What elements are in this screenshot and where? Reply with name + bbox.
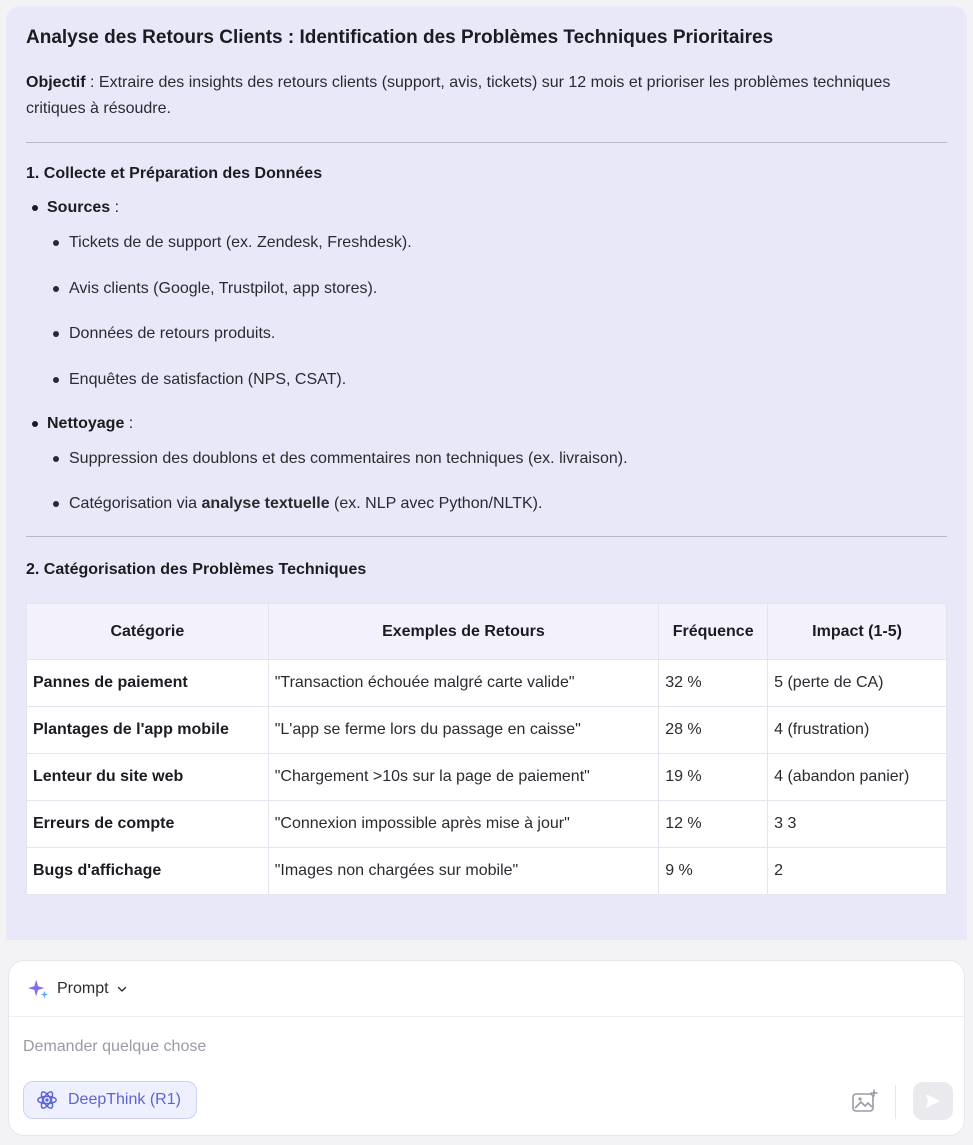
collection-list: [26, 197, 947, 515]
cleaning-suffix: :: [124, 414, 134, 432]
sources-list: [47, 232, 947, 391]
prompt-selector[interactable]: [9, 961, 964, 1017]
table-cell: 4 (abandon panier): [768, 754, 947, 801]
table-cell: 2: [768, 848, 947, 895]
table-header-cell: Catégorie: [27, 604, 269, 660]
table-cell: 5 (perte de CA): [768, 660, 947, 707]
composer: [8, 960, 965, 1136]
table-row: [27, 754, 947, 801]
cleaning-label: Nettoyage: [47, 414, 125, 432]
table-row: [27, 848, 947, 895]
table-cell: "L'app se ferme lors du passage en caisse": [268, 707, 658, 754]
sources-label: Sources: [47, 199, 111, 216]
document-title: Analyse des Retours Clients : Identification des Problèmes Techniques Prioritaires: [26, 27, 774, 48]
table-cell: Bugs d'affichage: [27, 848, 269, 895]
table-header-row: [27, 604, 947, 660]
objective-label: Objectif: [26, 74, 86, 91]
send-icon: [923, 1091, 943, 1111]
chevron-down-icon: [117, 984, 127, 994]
objective-text: : Extraire des insights des retours clients (support, avis, tickets) sur 12 mois et prioriser les problèmes techniques critiques à résoudre.: [26, 74, 891, 117]
table-cell: 3 3: [768, 801, 947, 848]
table-cell: Erreurs de compte: [27, 801, 269, 848]
prompt-label: Prompt: [57, 979, 109, 997]
table-cell: "Transaction échouée malgré carte valide": [268, 660, 658, 707]
table-cell: 19 %: [659, 754, 768, 801]
sources-item: [26, 197, 947, 391]
table-header-cell: Fréquence: [659, 604, 768, 660]
section-2-title: 2. Catégorisation des Problèmes Techniques: [26, 561, 367, 578]
image-upload-icon[interactable]: [851, 1089, 879, 1115]
table-cell: Lenteur du site web: [27, 754, 269, 801]
list-item: Suppression des doublons et des commentaires non techniques (ex. livraison).: [47, 448, 947, 470]
table-cell: 28 %: [659, 707, 768, 754]
table-cell: 9 %: [659, 848, 768, 895]
table-cell: 12 %: [659, 801, 768, 848]
section-divider: [26, 142, 947, 143]
table-cell: Pannes de paiement: [27, 660, 269, 707]
table-cell: 4 (frustration): [768, 707, 947, 754]
assistant-message: [6, 6, 967, 940]
table-header-cell: Exemples de Retours: [268, 604, 658, 660]
list-item: Tickets de de support (ex. Zendesk, Freshdesk).: [47, 232, 947, 254]
table-cell: "Connexion impossible après mise à jour": [268, 801, 658, 848]
list-item: Avis clients (Google, Trustpilot, app stores).: [47, 278, 947, 300]
table-cell: "Images non chargées sur mobile": [268, 848, 658, 895]
section-1-title: 1. Collecte et Préparation des Données: [26, 165, 323, 182]
objective-paragraph: [26, 70, 947, 122]
sparkle-icon: [27, 978, 49, 1000]
message-input[interactable]: [23, 1035, 823, 1059]
list-item: [47, 493, 947, 515]
toolbar-divider: [895, 1085, 896, 1119]
cleaning-item2-post: (ex. NLP avec Python/NLTK).: [329, 495, 543, 512]
table-row: [27, 707, 947, 754]
table-row: [27, 660, 947, 707]
table-cell: Plantages de l'app mobile: [27, 707, 269, 754]
problems-table: [26, 603, 947, 895]
table-cell: "Chargement >10s sur la page de paiement": [268, 754, 658, 801]
cleaning-item2-pre: Catégorisation via: [69, 495, 202, 512]
send-button[interactable]: [913, 1082, 953, 1120]
deepthink-button[interactable]: [23, 1081, 197, 1119]
table-cell: 32 %: [659, 660, 768, 707]
list-item: Données de retours produits.: [47, 323, 947, 345]
cleaning-item: [26, 413, 947, 516]
section-divider: [26, 536, 947, 537]
sources-suffix: :: [110, 199, 120, 216]
list-item: Enquêtes de satisfaction (NPS, CSAT).: [47, 369, 947, 391]
cleaning-item2-bold: analyse textuelle: [201, 495, 330, 512]
table-row: [27, 801, 947, 848]
deepthink-label: DeepThink (R1): [68, 1091, 181, 1108]
atom-icon: [36, 1089, 58, 1111]
cleaning-list: [47, 448, 947, 516]
table-header-cell: Impact (1-5): [768, 604, 947, 660]
